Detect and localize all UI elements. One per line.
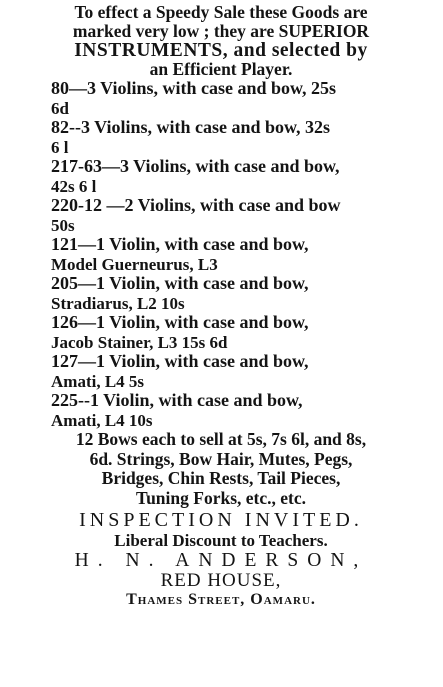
item-number-label [5,118,51,138]
item-price: Amati, L4 10s [51,410,153,430]
item-price: 50s [51,215,75,235]
item-description: 205—1 Violin, with case and bow, [51,273,309,293]
item-price: 6d [51,98,69,118]
merchant-name: H. N. ANDERSON, [74,550,368,571]
item-price: 42s 6 l [51,176,97,196]
item-number-label [5,235,51,255]
intro-line-3: INSTRUMENTS, and selected by [74,40,368,61]
list-item [5,313,437,352]
bows-line-2: 6d. Strings, Bow Hair, Mutes, Pegs, [89,448,353,469]
bows-and-accessories [5,430,437,508]
item-description: 217-63—3 Violins, with case and bow, [51,156,340,176]
list-item [5,274,437,313]
item-description: 126—1 Violin, with case and bow, [51,312,309,332]
list-item [5,157,437,196]
inspection-heading: INSPECTION INVITED. [79,509,363,531]
bows-line-1: 12 Bows each to sell at 5s, 7s 6l, and 8s, [75,429,367,449]
item-price: 6 l [51,137,69,157]
list-item [5,196,437,235]
intro-line-2: marked very low ; they are SUPERIOR [72,21,370,41]
intro-line-1: To effect a Speedy Sale these Goods are [74,2,368,22]
bows-line-3: Bridges, Chin Rests, Tail Pieces, [101,468,341,488]
item-description: 82--3 Violins, with case and bow, 32s [51,117,331,137]
item-number-label [5,274,51,294]
item-number-label [5,352,51,372]
item-description: 127—1 Violin, with case and bow, [51,351,309,371]
item-number-label [5,313,51,333]
item-description: 80—3 Violins, with case and bow, 25s [51,78,337,98]
item-number-label [5,391,51,411]
item-price: Amati, L4 5s [51,371,145,391]
shop-name: RED HOUSE, [160,570,282,591]
list-item [5,235,437,274]
item-number-label [5,157,51,177]
item-description: 220-12 —2 Violins, with case and bow [51,195,341,215]
item-number-label [5,79,51,99]
discount-line: Liberal Discount to Teachers. [114,531,328,550]
item-description: 121—1 Violin, with case and bow, [51,234,309,254]
list-item [5,118,437,157]
item-description: 225--1 Violin, with case and bow, [51,390,303,410]
list-item [5,79,437,118]
item-price: Jacob Stainer, L3 15s 6d [51,332,228,352]
item-price: Stradiarus, L2 10s [51,293,185,313]
item-number-label [5,196,51,216]
intro-line-4: an Efficient Player. [149,59,293,79]
bows-line-4: Tuning Forks, etc., etc. [136,487,306,508]
item-price: Model Guerneurus, L3 [51,254,218,274]
list-item [5,391,437,430]
list-item [5,352,437,391]
shop-address: Thames Street, Oamaru. [126,591,316,608]
intro-block [5,3,437,79]
item-list [5,79,437,430]
